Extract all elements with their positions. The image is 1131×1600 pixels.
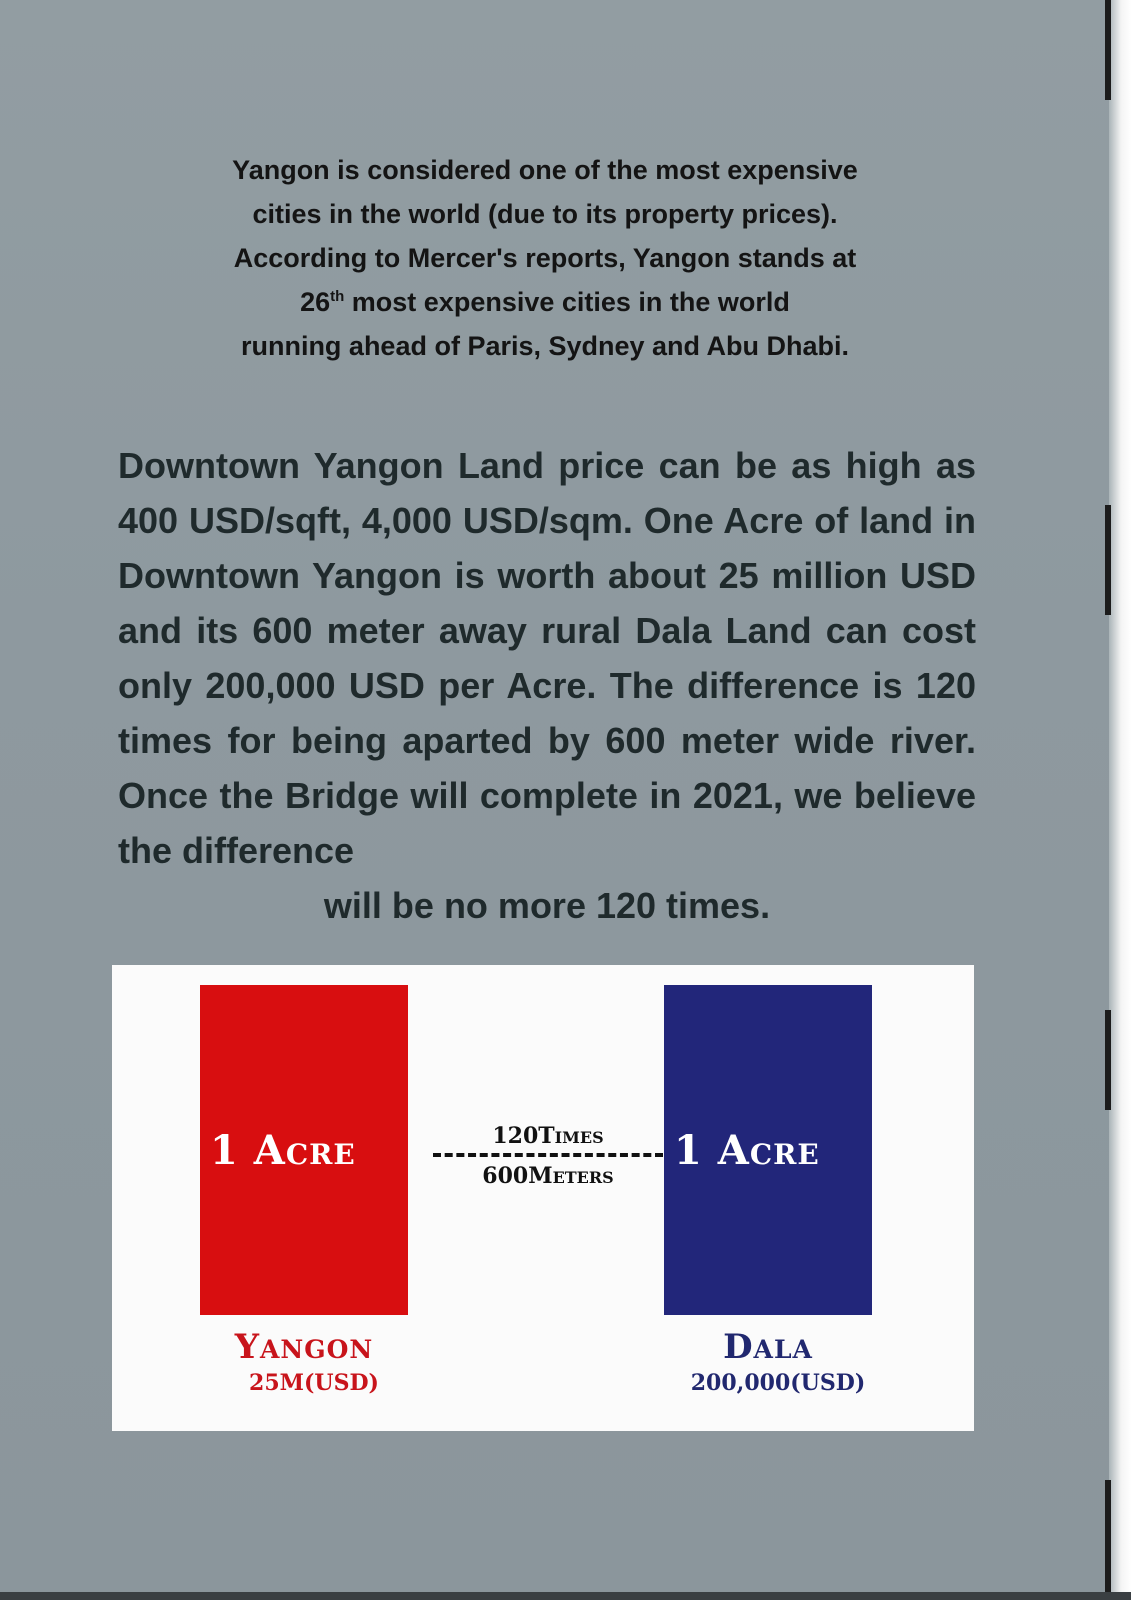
- page-edge-mark: [1105, 505, 1111, 615]
- dala-price-label: 200,000(USD): [690, 1370, 866, 1396]
- intro-rank-suffix: th: [330, 288, 345, 305]
- comparison-panel: [112, 965, 974, 1431]
- intro-line: According to Mercer's reports, Yangon stands at: [233, 243, 857, 273]
- intro-line: cities in the world (due to its property prices).: [252, 199, 838, 229]
- dashed-divider: [433, 1153, 663, 1157]
- dala-acre-label: 1 ACRE: [674, 1127, 820, 1174]
- dala-city-label: DALA: [723, 1327, 813, 1367]
- yangon-acre-label: 1 ACRE: [210, 1127, 356, 1174]
- ratio-label: [430, 1123, 666, 1191]
- yangon-price-label: 25M(USD): [249, 1370, 379, 1396]
- page-edge-mark: [1105, 1010, 1111, 1110]
- land-price-paragraph: Downtown Yangon Land price can be as high as 400 USD/sqft, 4,000 USD/sqm. One Acre of land in Downtown Yangon is worth about 25 million USD and its 600 meter away rural Dala Land can cost only 200,000 USD per Acre. The difference is 120 times for being aparted by 600 meter wide river. Once the Bridge will complete in 2021, we believe the difference: [118, 445, 976, 871]
- page-edge-mark: [1105, 0, 1111, 100]
- page-edge: [1109, 0, 1131, 1600]
- intro-line: running ahead of Paris, Sydney and Abu Dhabi.: [240, 331, 850, 361]
- times-label: 120TIMES: [492, 1123, 604, 1149]
- intro-text: [150, 148, 940, 368]
- page-edge-mark: [1105, 1480, 1111, 1600]
- page-bottom-edge: [0, 1592, 1131, 1600]
- yangon-city-label: YANGON: [234, 1327, 374, 1367]
- intro-line: Yangon is considered one of the most expensive: [232, 155, 858, 185]
- intro-rank-number: 26: [300, 287, 331, 317]
- intro-line: most expensive cities in the world: [344, 287, 790, 317]
- land-price-paragraph-last-line: will be no more 120 times.: [323, 885, 771, 926]
- meters-label: 600METERS: [482, 1163, 614, 1189]
